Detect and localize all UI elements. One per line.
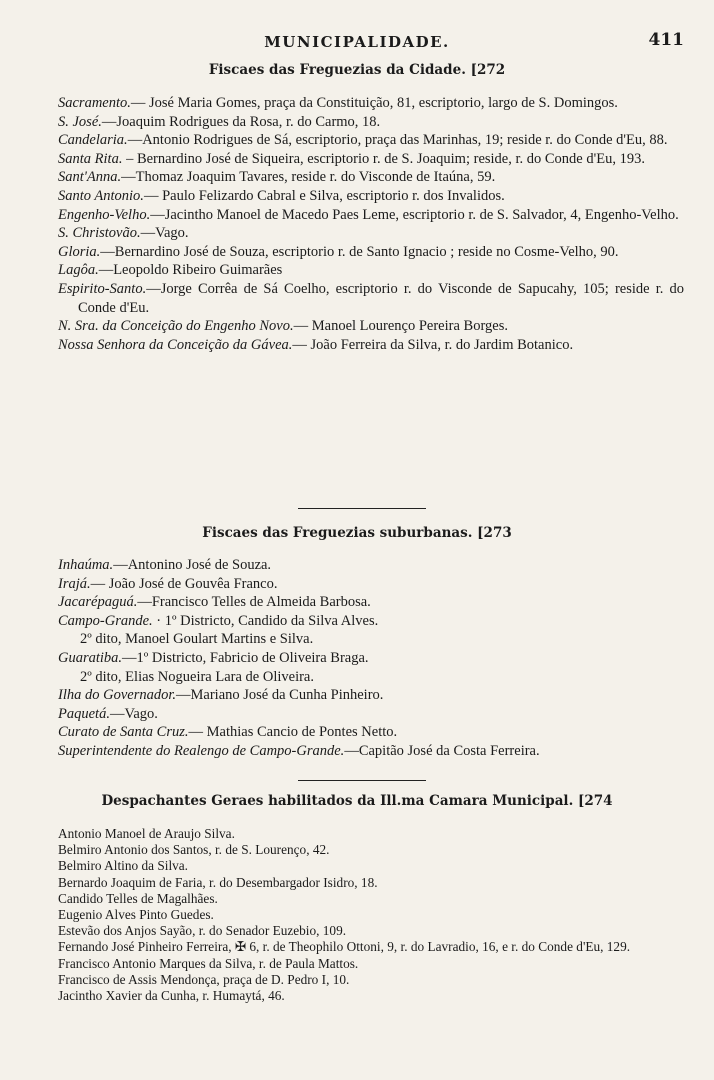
- list-item: Santa Rita. – Bernardino José de Siqueira, escriptorio r. de S. Joaquim; reside, r. do Conde d'Eu, 193.: [58, 150, 645, 167]
- list-item: Guaratiba.—1º Districto, Fabricio de Oliveira Braga.: [58, 649, 369, 666]
- list-item: Jacarépaguá.—Francisco Telles de Almeida Barbosa.: [58, 594, 371, 611]
- list-item: Espirito-Santo.—Jorge Corrêa de Sá Coelho, escriptorio r. do Visconde de Sapucahy, 105; reside r. do Conde d'Eu.: [58, 280, 684, 316]
- list-item: Antonio Manoel de Araujo Silva.: [58, 826, 235, 841]
- list-item: Bernardo Joaquim de Faria, r. do Desembargador Isidro, 18.: [58, 874, 378, 890]
- entries-despachantes: [0, 826, 714, 1004]
- list-item: Engenho-Velho.—Jacintho Manoel de Macedo Paes Leme, escriptorio r. de S. Salvador, 4, Engenho-Velho.: [58, 206, 679, 223]
- list-item: Sant'Anna.—Thomaz Joaquim Tavares, reside r. do Visconde de Itaúna, 59.: [58, 169, 496, 186]
- list-item: 2º dito, Manoel Goulart Martins e Silva.: [80, 631, 314, 648]
- list-item: Gloria.—Bernardino José de Souza, escriptorio r. de Santo Ignacio ; reside no Cosme-Velho, 90.: [58, 243, 619, 260]
- list-item: Belmiro Altino da Silva.: [58, 858, 189, 874]
- section-heading-suburbanas: Fiscaes das Freguezias suburbanas. [273: [202, 525, 512, 541]
- list-item: Nossa Senhora da Conceição da Gávea.— João Ferreira da Silva, r. do Jardim Botanico.: [58, 336, 574, 353]
- list-item: Sacramento.— José Maria Gomes, praça da Constituição, 81, escriptorio, largo de S. Domingos.: [58, 95, 618, 111]
- list-item: Curato de Santa Cruz.— Mathias Cancio de Pontes Netto.: [58, 724, 398, 741]
- entries-suburbanas: [0, 556, 714, 761]
- list-item: Superintendente do Realengo de Campo-Grande.—Capitão José da Costa Ferreira.: [58, 742, 540, 759]
- entries-cidade: [0, 94, 714, 354]
- section-divider: [298, 780, 426, 781]
- list-item: N. Sra. da Conceição do Engenho Novo.— Manoel Lourenço Pereira Borges.: [58, 318, 508, 335]
- list-item: Paquetá.—Vago.: [58, 705, 158, 722]
- list-item: Belmiro Antonio dos Santos, r. de S. Lourenço, 42.: [58, 842, 330, 858]
- section-heading-cidade: Fiscaes das Freguezias da Cidade. [272: [208, 62, 506, 78]
- running-header: MUNICIPALIDADE.: [264, 33, 450, 51]
- list-item: 2º dito, Elias Nogueira Lara de Oliveira.: [80, 668, 314, 685]
- list-item: Francisco Antonio Marques da Silva, r. de Paula Mattos.: [58, 955, 359, 971]
- list-item: S. José.—Joaquim Rodrigues da Rosa, r. do Carmo, 18.: [58, 113, 381, 130]
- list-item: Fernando José Pinheiro Ferreira, ✠ 6, r. de Theophilo Ottoni, 9, r. do Lavradio, 16, e r. do Conde d'Eu, 129.: [58, 939, 631, 955]
- list-item: Candido Telles de Magalhães.: [58, 890, 218, 906]
- page-number: 411: [648, 30, 684, 50]
- list-item: Francisco de Assis Mendonça, praça de D. Pedro I, 10.: [58, 971, 350, 987]
- list-item: Candelaria.—Antonio Rodrigues de Sá, escriptorio, praça das Marinhas, 19; reside r. do Conde d'Eu, 88.: [58, 132, 668, 149]
- list-item: Campo-Grande. · 1º Districto, Candido da Silva Alves.: [58, 612, 379, 629]
- list-item: Santo Antonio.— Paulo Felizardo Cabral e Silva, escriptorio r. dos Invalidos.: [58, 187, 505, 204]
- list-item: Irajá.— João José de Gouvêa Franco.: [58, 575, 278, 592]
- list-item: Estevão dos Anjos Sayão, r. do Senador Euzebio, 109.: [58, 923, 347, 939]
- list-item: Inhaúma.—Antonino José de Souza.: [58, 557, 272, 573]
- list-item: Eugenio Alves Pinto Guedes.: [58, 907, 214, 923]
- section-divider: [298, 508, 426, 509]
- section-heading-despachantes: Despachantes Geraes habilitados da Ill.ma Camara Municipal. [274: [101, 793, 613, 809]
- list-item: Jacintho Xavier da Cunha, r. Humaytá, 46.: [58, 988, 285, 1004]
- list-item: S. Christovão.—Vago.: [58, 225, 189, 242]
- list-item: Ilha do Governador.—Mariano José da Cunha Pinheiro.: [58, 687, 384, 704]
- list-item: Lagôa.—Leopoldo Ribeiro Guimarães: [58, 262, 283, 279]
